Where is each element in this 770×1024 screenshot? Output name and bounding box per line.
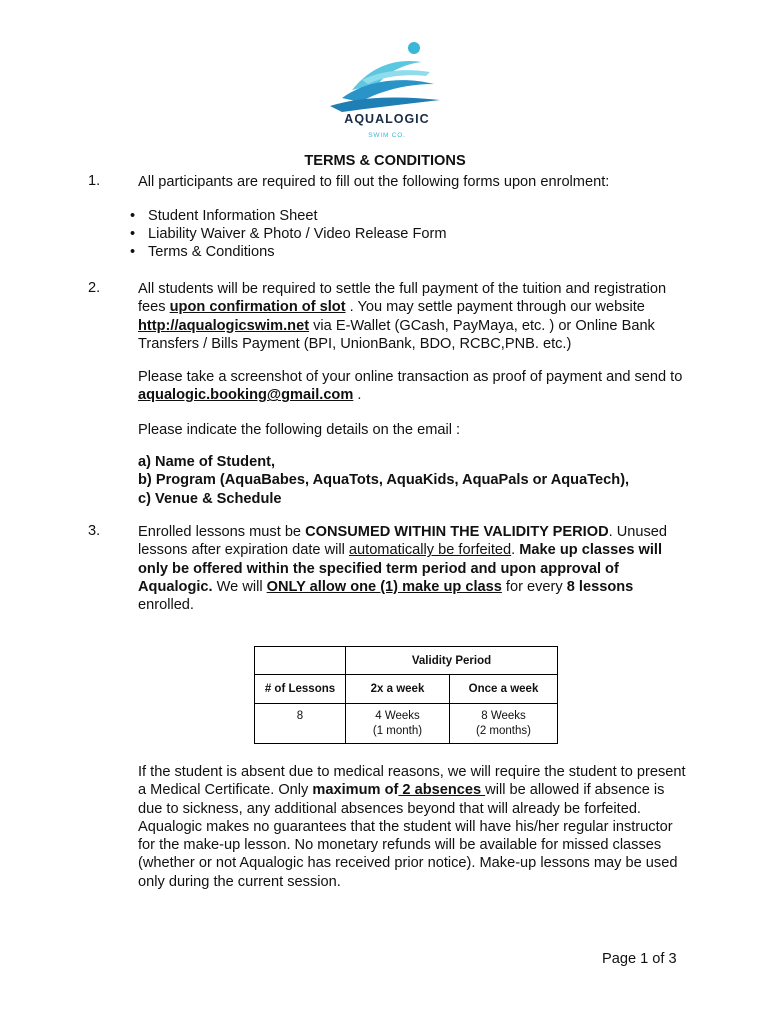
medical-absence-paragraph: If the student is absent due to medical reasons, we will require the student to present a Medical Certificate. Only maximum of 2 absences will be allowed if absence is due to sickness, any additional absences beyond that will already be forfeited. Aqualogic makes no guarantees that the student will have his/her regular instructor for the make-up lesson. No monetary refunds will be available for missed classes (whether or not Aqualogic has received prior notice). Make-up lessons may be used only during the current session. [138,764,686,890]
item-1-text: All participants are required to fill out the following forms upon enrolment: [138,174,610,190]
website-link[interactable]: http://aqualogicswim.net [138,317,310,334]
list-item: • Terms & Conditions [130,244,275,260]
list-item: • Student Information Sheet [130,208,318,224]
item-2-details-intro: Please indicate the following details on the email : [138,422,461,438]
table-cell-empty [255,647,346,675]
page-number: Page 1 of 3 [602,951,677,967]
once-weekly-column-header: Once a week [450,675,558,704]
item-2-proof-text: Please take a screenshot of your online transaction as proof of payment and send to aqualogic.booking@gmail.com . [138,369,683,404]
once-weekly-validity-cell: 8 Weeks (2 months) [450,704,558,744]
item-number-3: 3. [88,523,101,539]
brand-name: AQUALOGIC [344,112,430,126]
list-item: b) Program (AquaBabes, AquaTots, AquaKids, AquaPals or AquaTech), [138,472,630,489]
required-forms-list [130,207,447,261]
twice-weekly-column-header: 2x a week [346,675,450,704]
confirmation-emphasis: upon confirmation of slot [169,299,346,316]
item-number-2: 2. [88,280,101,296]
item-number-1: 1. [88,173,101,189]
aqualogic-logo [322,40,452,145]
list-item: • Liability Waiver & Photo / Video Release Form [130,226,447,242]
swimmer-logo-icon [322,40,452,115]
email-details-list [138,453,698,508]
validity-period-table [254,646,558,744]
list-item: a) Name of Student, [138,454,276,470]
item-3-text: Enrolled lessons must be CONSUMED WITHIN THE VALIDITY PERIOD. Unused lessons after expiration date will automatically be forfeited. Make up classes will only be offered within the specified term period and upon approval of Aqualogic. We will ONLY allow one (1) make up class for every 8 lessons enrolled. [138,524,668,614]
twice-weekly-validity-cell: 4 Weeks (1 month) [346,704,450,744]
item-2-text: All students will be required to settle the full payment of the tuition and registration fees upon confirmation of slot . You may settle payment through our website http://aqualogicswim.net via E-Wallet (GCash, PayMaya, etc. ) or Online Bank Transfers / Bills Payment (BPI, UnionBank, BDO, RCBC,PNB. etc.) [138,281,667,352]
document-title: TERMS & CONDITIONS [304,153,466,169]
validity-period-header: Validity Period [346,647,558,675]
list-item: c) Venue & Schedule [138,490,282,507]
booking-email-link[interactable]: aqualogic.booking@gmail.com [138,387,354,404]
lessons-column-header: # of Lessons [255,675,346,704]
brand-subtitle: SWIM CO. [368,132,406,139]
lessons-count-cell: 8 [255,704,346,744]
